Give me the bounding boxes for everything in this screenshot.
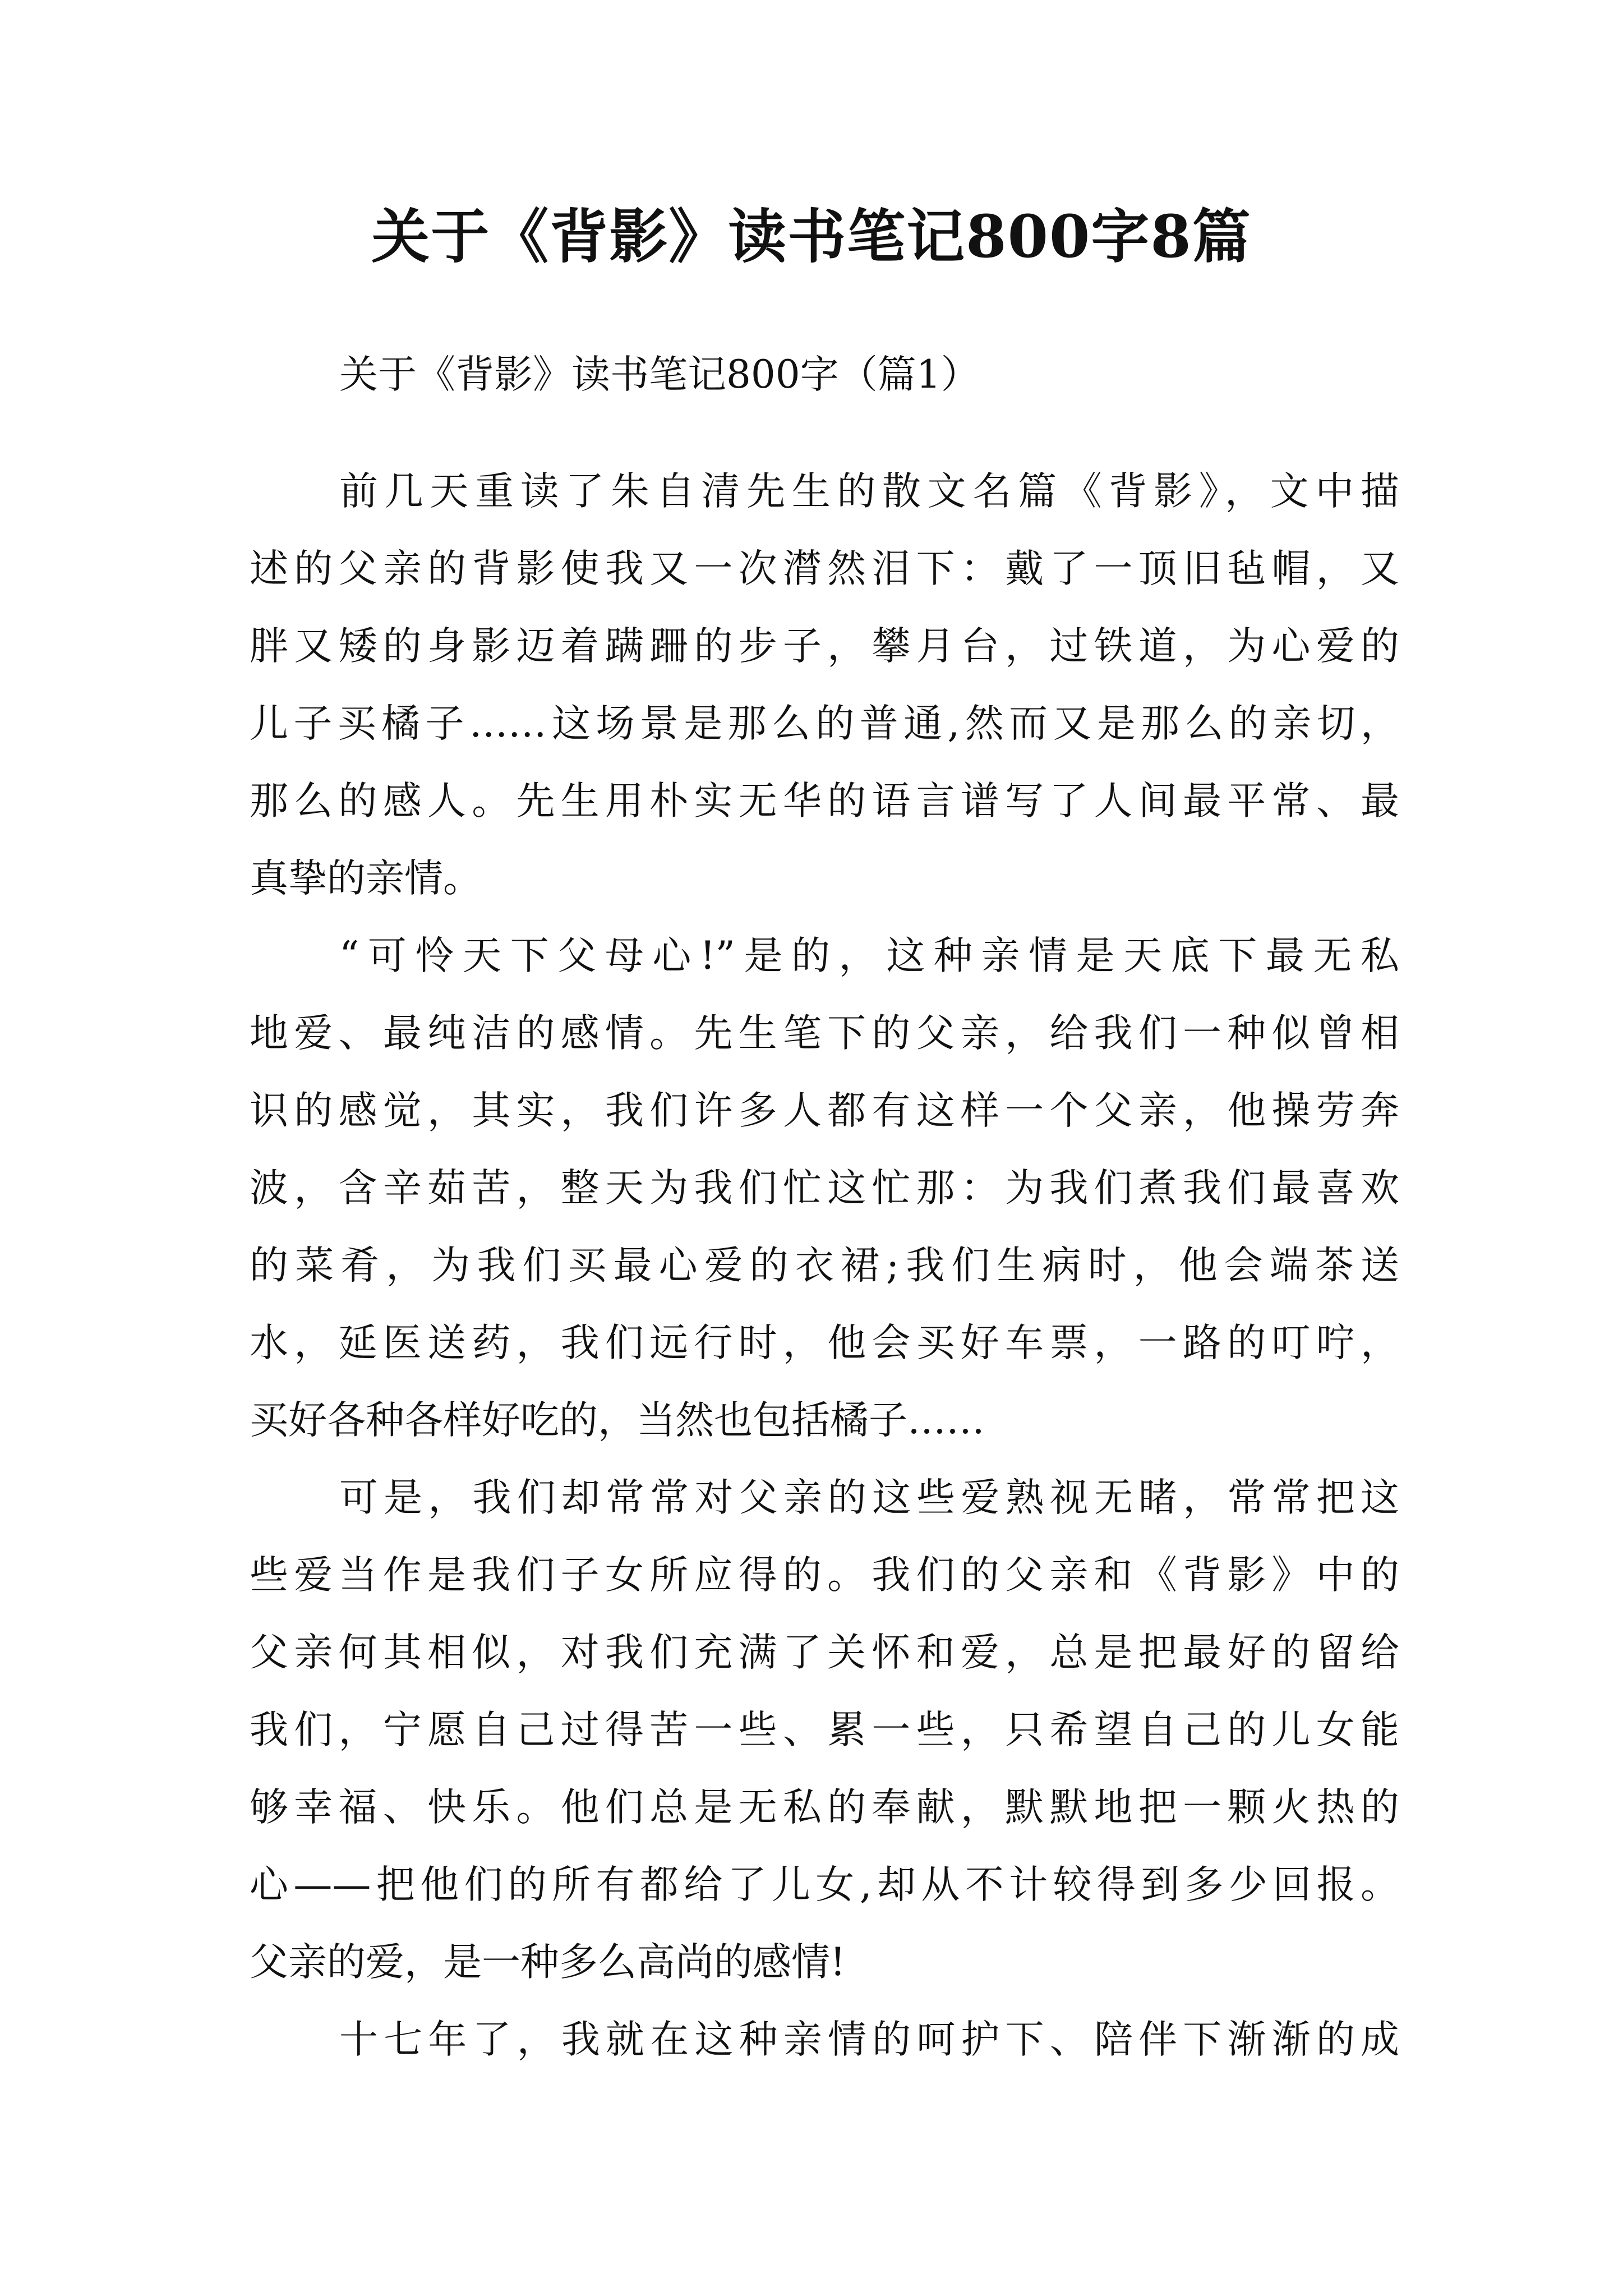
paragraph-2-line-6: 水，延医送药，我们远行时，他会买好车票，一路的叮咛，	[250, 1320, 1399, 1365]
paragraph-3-line-2: 些爱当作是我们子女所应得的。我们的父亲和《背影》中的	[250, 1553, 1399, 1598]
paragraph-4-line-1: 十七年了，我就在这种亲情的呵护下、陪伴下渐渐的成	[339, 2017, 1399, 2062]
paragraph-3-line-6: 心——把他们的所有都给了儿女,却从不计较得到多少回报。	[250, 1862, 1399, 1907]
paragraph-1-line-6: 真挚的亲情。	[250, 856, 482, 901]
paragraph-2-line-2: 地爱、最纯洁的感情。先生笔下的父亲，给我们一种似曾相	[250, 1011, 1399, 1056]
paragraph-3-line-7: 父亲的爱，是一种多么高尚的感情!	[250, 1940, 846, 1985]
paragraph-3-line-4: 我们，宁愿自己过得苦一些、累一些，只希望自己的儿女能	[250, 1708, 1399, 1752]
paragraph-3-line-1: 可是，我们却常常对父亲的这些爱熟视无睹，常常把这	[339, 1475, 1399, 1520]
paragraph-2-line-1: “可怜天下父母心!”是的，这种亲情是天底下最无私	[339, 933, 1399, 978]
document-title: 关于《背影》读书笔记800字8篇	[371, 202, 1252, 271]
paragraph-3-line-5: 够幸福、快乐。他们总是无私的奉献，默默地把一颗火热的	[250, 1785, 1399, 1830]
paragraph-1-line-1: 前几天重读了朱自清先生的散文名篇《背影》，文中描	[339, 469, 1399, 514]
paragraph-2-line-5: 的菜肴，为我们买最心爱的衣裙;我们生病时，他会端茶送	[250, 1243, 1399, 1288]
section-heading: 关于《背影》读书笔记800字（篇1）	[339, 352, 980, 397]
paragraph-1-line-4: 儿子买橘子……这场景是那么的普通,然而又是那么的亲切，	[250, 701, 1399, 746]
paragraph-1-line-5: 那么的感人。先生用朴实无华的语言谱写了人间最平常、最	[250, 779, 1399, 823]
paragraph-2-line-7: 买好各种各样好吃的，当然也包括橘子……	[250, 1398, 985, 1443]
paragraph-1-line-3: 胖又矮的身影迈着蹒跚的步子，攀月台，过铁道，为心爱的	[250, 624, 1399, 669]
paragraph-1-line-2: 述的父亲的背影使我又一次潸然泪下：戴了一顶旧毡帽，又	[250, 546, 1399, 591]
paragraph-2-line-3: 识的感觉，其实，我们许多人都有这样一个父亲，他操劳奔	[250, 1088, 1399, 1133]
paragraph-3-line-3: 父亲何其相似，对我们充满了关怀和爱，总是把最好的留给	[250, 1630, 1399, 1675]
paragraph-2-line-4: 波，含辛茹苦，整天为我们忙这忙那：为我们煮我们最喜欢	[250, 1166, 1399, 1211]
